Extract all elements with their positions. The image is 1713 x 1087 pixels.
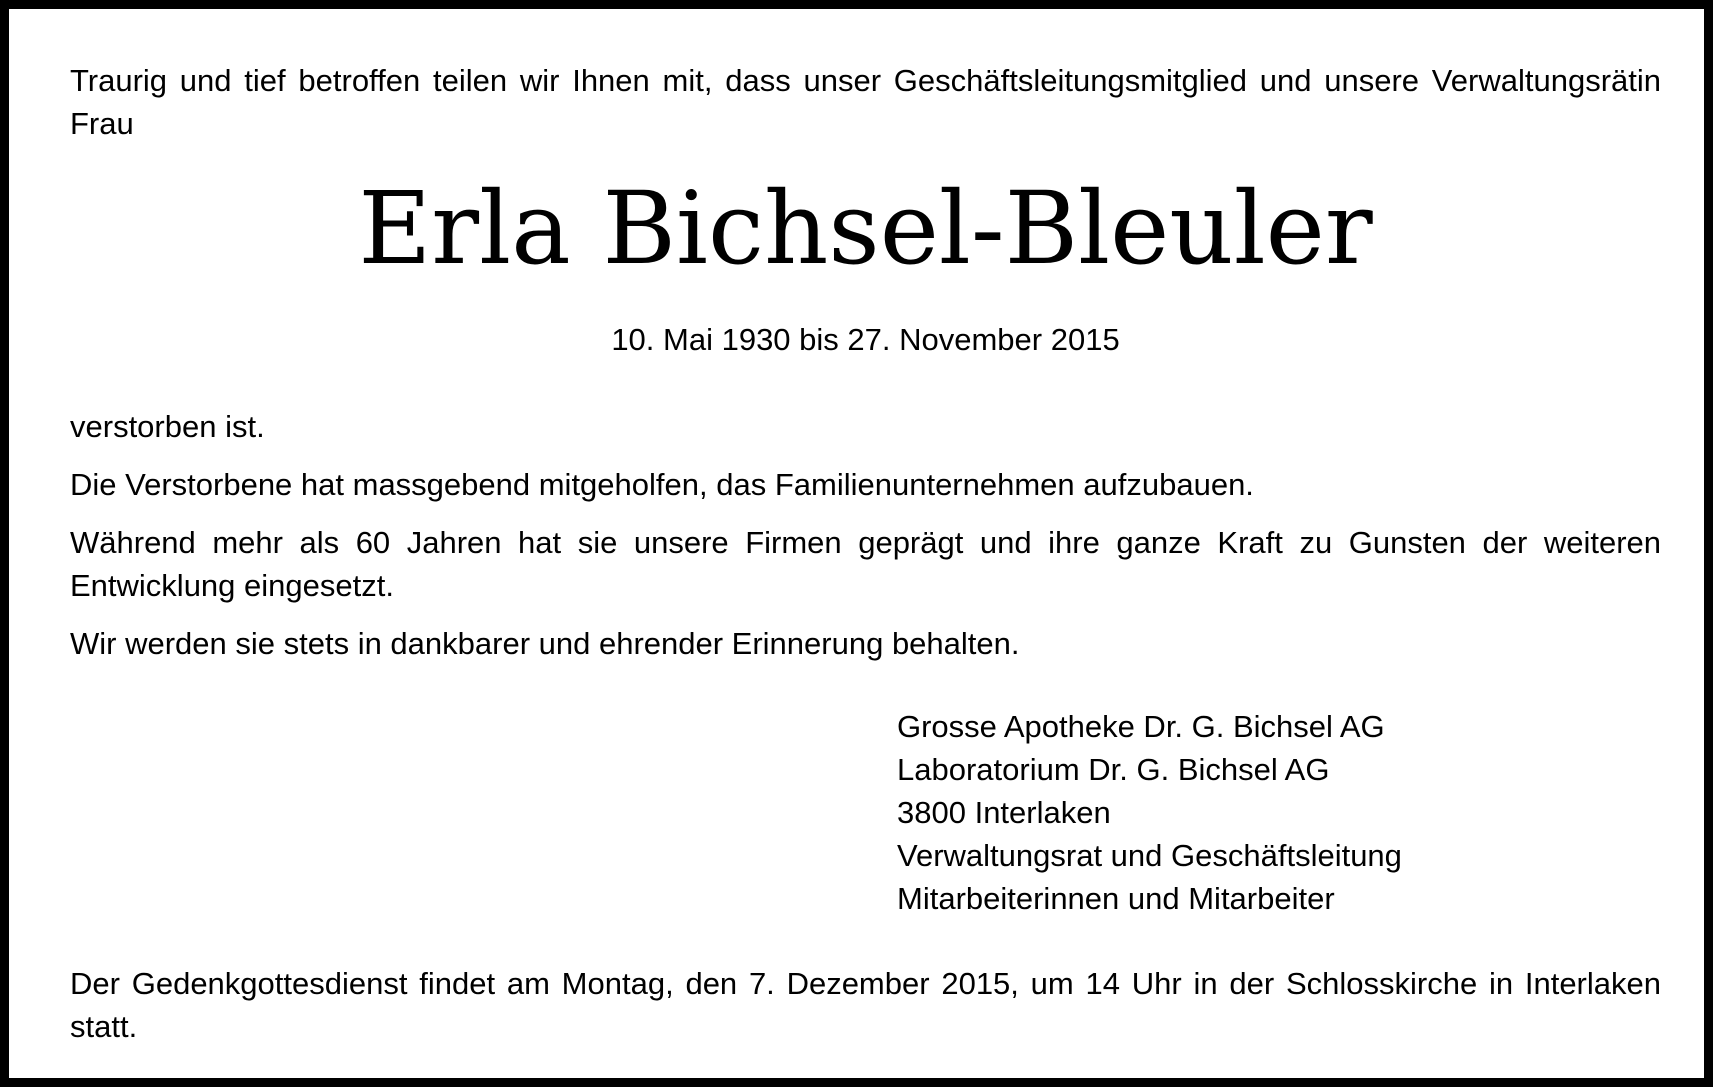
signature-line-company-2: Laboratorium Dr. G. Bichsel AG: [897, 752, 1330, 787]
body-paragraph-2: Die Verstorbene hat massgebend mitgeholfen, das Familienunternehmen aufzubauen.: [70, 467, 1254, 502]
signature-line-board: Verwaltungsrat und Geschäftsleitung: [897, 838, 1402, 873]
body-paragraph-1: verstorben ist.: [70, 409, 265, 444]
signature-block: [897, 705, 1402, 920]
body-paragraph-3: Während mehr als 60 Jahren hat sie unsere Firmen geprägt und ihre ganze Kraft zu Gunsten der weiteren Entwicklung eingesetzt.: [70, 525, 1661, 603]
life-dates: 10. Mai 1930 bis 27. November 2015: [611, 322, 1120, 357]
signature-line-location: 3800 Interlaken: [897, 795, 1111, 830]
body-text: [70, 405, 1661, 680]
intro-text: Traurig und tief betroffen teilen wir Ihnen mit, dass unser Geschäftsleitungsmitglied und unsere Verwaltungsrätin Frau: [70, 63, 1661, 141]
body-paragraph-4: Wir werden sie stets in dankbarer und ehrender Erinnerung behalten.: [70, 626, 1020, 661]
signature-line-staff: Mitarbeiterinnen und Mitarbeiter: [897, 881, 1335, 916]
deceased-name: Erla Bichsel-Bleuler: [358, 170, 1373, 287]
signature-line-company-1: Grosse Apotheke Dr. G. Bichsel AG: [897, 709, 1385, 744]
memorial-service-text: Der Gedenkgottesdienst findet am Montag, den 7. Dezember 2015, um 14 Uhr in der Schlosskirche in Interlaken statt.: [70, 966, 1661, 1044]
